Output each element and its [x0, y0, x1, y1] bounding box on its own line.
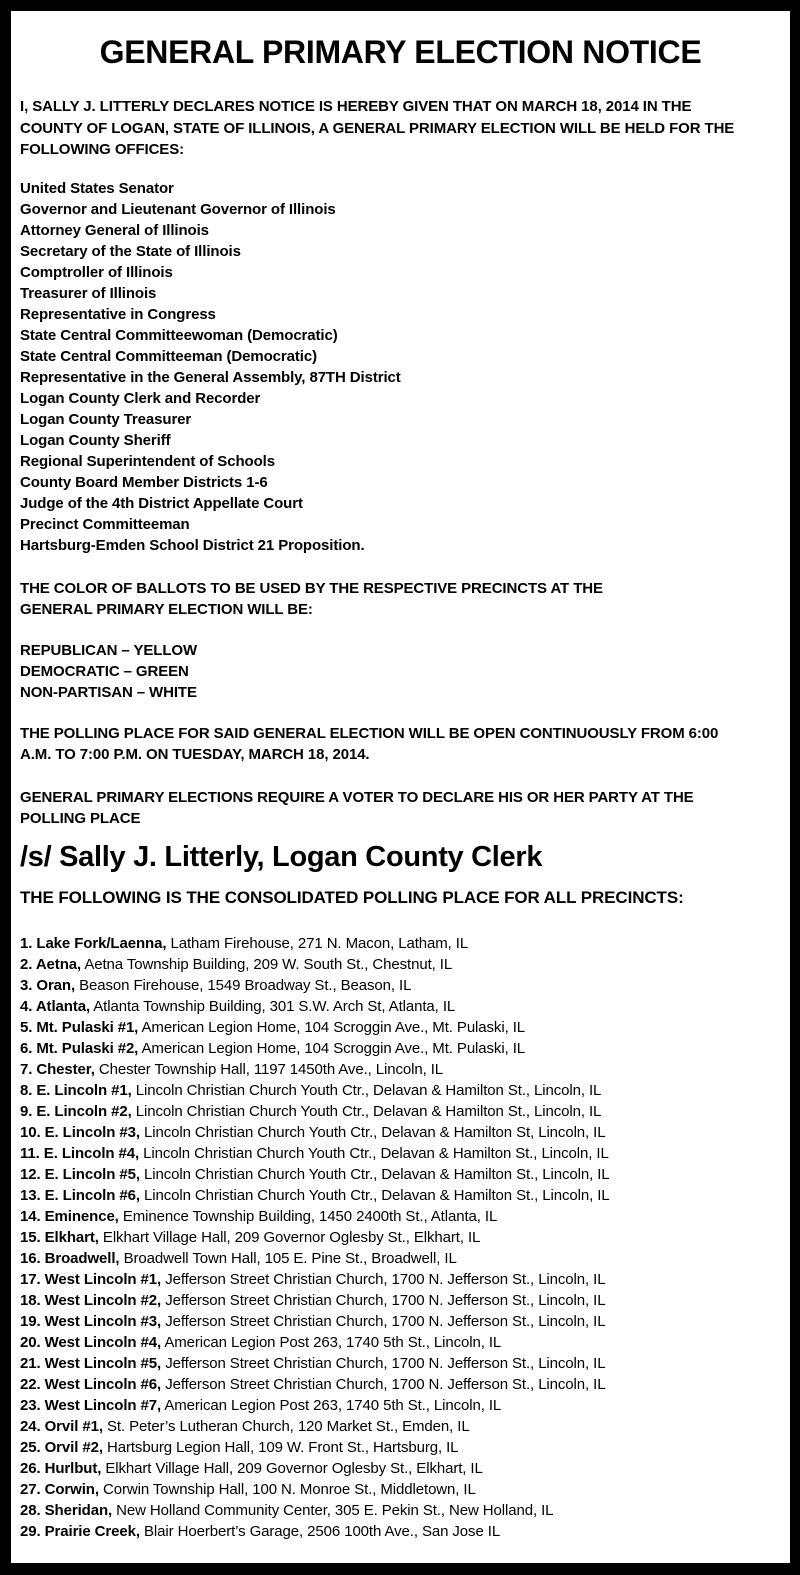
- offices-list: [20, 178, 781, 556]
- precinct-name: 13. E. Lincoln #6,: [20, 1186, 140, 1204]
- text-line: COUNTY OF LOGAN, STATE OF ILLINOIS, A GENERAL PRIMARY ELECTION WILL BE HELD FOR THE: [20, 119, 735, 137]
- precinct-name: 10. E. Lincoln #3,: [20, 1123, 140, 1141]
- precinct-name: 18. West Lincoln #2,: [20, 1291, 162, 1309]
- precinct-item: [20, 1206, 781, 1227]
- office-item: Logan County Clerk and Recorder: [20, 389, 261, 407]
- precinct-location: American Legion Home, 104 Scroggin Ave., Mt. Pulaski, IL: [141, 1039, 526, 1057]
- precinct-item: [20, 954, 781, 975]
- office-item: Logan County Sheriff: [20, 431, 171, 449]
- precincts-list: [20, 933, 781, 1542]
- office-item: State Central Committeeman (Democratic): [20, 347, 318, 365]
- precinct-location: Hartsburg Legion Hall, 109 W. Front St., Hartsburg, IL: [107, 1438, 459, 1456]
- precinct-name: 11. E. Lincoln #4,: [20, 1144, 140, 1162]
- text-line: THE COLOR OF BALLOTS TO BE USED BY THE RESPECTIVE PRECINCTS AT THE: [20, 579, 603, 597]
- precinct-location: Lincoln Christian Church Youth Ctr., Delavan & Hamilton St., Lincoln, IL: [144, 1186, 610, 1204]
- precinct-item: [20, 1395, 781, 1416]
- office-item: Treasurer of Illinois: [20, 284, 157, 302]
- precinct-location: Elkhart Village Hall, 209 Governor Oglesby St., Elkhart, IL: [102, 1228, 481, 1246]
- precinct-name: 25. Orvil #2,: [20, 1438, 103, 1456]
- precinct-location: American Legion Post 263, 1740 5th St., Lincoln, IL: [164, 1396, 502, 1414]
- precinct-location: New Holland Community Center, 305 E. Pekin St., New Holland, IL: [116, 1501, 554, 1519]
- polling-hours-paragraph: [20, 723, 781, 765]
- precinct-location: Jefferson Street Christian Church, 1700 N. Jefferson St., Lincoln, IL: [165, 1291, 606, 1309]
- precinct-location: Jefferson Street Christian Church, 1700 N. Jefferson St., Lincoln, IL: [165, 1354, 606, 1372]
- precinct-item: [20, 1332, 781, 1353]
- text-line: GENERAL PRIMARY ELECTIONS REQUIRE A VOTER TO DECLARE HIS OR HER PARTY AT THE: [20, 788, 694, 806]
- text-line: FOLLOWING OFFICES:: [20, 141, 185, 158]
- precinct-item: [20, 1269, 781, 1290]
- text-line: I, SALLY J. LITTERLY DECLARES NOTICE IS HEREBY GIVEN THAT ON MARCH 18, 2014 IN THE: [20, 98, 692, 115]
- precinct-name: 4. Atlanta,: [20, 997, 91, 1015]
- precincts-heading: THE FOLLOWING IS THE CONSOLIDATED POLLING PLACE FOR ALL PRECINCTS:: [20, 887, 684, 907]
- signature-line: /s/ Sally J. Litterly, Logan County Clerk: [20, 840, 543, 873]
- precinct-item: [20, 1059, 781, 1080]
- precinct-name: 8. E. Lincoln #1,: [20, 1081, 132, 1099]
- precinct-name: 12. E. Lincoln #5,: [20, 1165, 140, 1183]
- precinct-name: 22. West Lincoln #6,: [20, 1375, 162, 1393]
- precinct-location: Jefferson Street Christian Church, 1700 N. Jefferson St., Lincoln, IL: [165, 1270, 606, 1288]
- precinct-name: 24. Orvil #1,: [20, 1417, 103, 1435]
- precinct-location: Jefferson Street Christian Church, 1700 N. Jefferson St., Lincoln, IL: [165, 1312, 606, 1330]
- precinct-item: [20, 1479, 781, 1500]
- party-declaration-paragraph: [20, 787, 781, 829]
- precinct-location: St. Peter’s Lutheran Church, 120 Market St., Emden, IL: [107, 1417, 470, 1435]
- office-item: County Board Member Districts 1-6: [20, 473, 268, 491]
- ballot-colors-list: [20, 640, 781, 703]
- precinct-location: Corwin Township Hall, 100 N. Monroe St., Middletown, IL: [103, 1480, 476, 1498]
- precinct-name: 6. Mt. Pulaski #2,: [20, 1039, 139, 1057]
- precinct-location: Broadwell Town Hall, 105 E. Pine St., Broadwell, IL: [123, 1249, 457, 1267]
- notice-page: [11, 11, 790, 1563]
- office-item: State Central Committeewoman (Democratic): [20, 326, 338, 344]
- precinct-item: [20, 1416, 781, 1437]
- precinct-location: Eminence Township Building, 1450 2400th St., Atlanta, IL: [122, 1207, 498, 1225]
- ballot-colors-heading: [20, 578, 781, 620]
- precinct-name: 27. Corwin,: [20, 1480, 99, 1498]
- precinct-location: Blair Hoerbert’s Garage, 2506 100th Ave., San Jose IL: [144, 1522, 501, 1540]
- precinct-name: 1. Lake Fork/Laenna,: [20, 934, 167, 952]
- precinct-location: American Legion Post 263, 1740 5th St., Lincoln, IL: [164, 1333, 502, 1351]
- precinct-item: [20, 996, 781, 1017]
- office-item: Comptroller of Illinois: [20, 263, 173, 281]
- precinct-name: 15. Elkhart,: [20, 1228, 99, 1246]
- ballot-color-item: DEMOCRATIC – GREEN: [20, 662, 189, 680]
- intro-paragraph: [20, 96, 781, 161]
- precinct-location: American Legion Home, 104 Scroggin Ave., Mt. Pulaski, IL: [141, 1018, 526, 1036]
- notice-title: GENERAL PRIMARY ELECTION NOTICE: [99, 34, 702, 70]
- precinct-name: 29. Prairie Creek,: [20, 1522, 140, 1540]
- precinct-name: 16. Broadwell,: [20, 1249, 120, 1267]
- precinct-name: 28. Sheridan,: [20, 1501, 113, 1519]
- precinct-name: 17. West Lincoln #1,: [20, 1270, 162, 1288]
- precinct-item: [20, 1353, 781, 1374]
- ballot-color-item: REPUBLICAN – YELLOW: [20, 641, 198, 659]
- precinct-location: Chester Township Hall, 1197 1450th Ave., Lincoln, IL: [98, 1060, 444, 1078]
- precinct-location: Lincoln Christian Church Youth Ctr., Delavan & Hamilton St, Lincoln, IL: [144, 1123, 606, 1141]
- precinct-item: [20, 1248, 781, 1269]
- precinct-item: [20, 1164, 781, 1185]
- precinct-item: [20, 975, 781, 996]
- precinct-name: 21. West Lincoln #5,: [20, 1354, 162, 1372]
- office-item: Hartsburg-Emden School District 21 Proposition.: [20, 536, 365, 554]
- precinct-location: Atlanta Township Building, 301 S.W. Arch St, Atlanta, IL: [93, 997, 456, 1015]
- precinct-name: 5. Mt. Pulaski #1,: [20, 1018, 139, 1036]
- office-item: Logan County Treasurer: [20, 410, 192, 428]
- office-item: United States Senator: [20, 179, 174, 197]
- precinct-name: 20. West Lincoln #4,: [20, 1333, 162, 1351]
- precinct-location: Lincoln Christian Church Youth Ctr., Delavan & Hamilton St., Lincoln, IL: [135, 1102, 602, 1120]
- precinct-item: [20, 1038, 781, 1059]
- precinct-item: [20, 1521, 781, 1542]
- precinct-location: Latham Firehouse, 271 N. Macon, Latham, IL: [170, 934, 469, 952]
- office-item: Governor and Lieutenant Governor of Illinois: [20, 200, 336, 218]
- precinct-item: [20, 1500, 781, 1521]
- precinct-name: 3. Oran,: [20, 976, 76, 994]
- precinct-item: [20, 1080, 781, 1101]
- text-line: THE POLLING PLACE FOR SAID GENERAL ELECTION WILL BE OPEN CONTINUOUSLY FROM 6:00: [20, 724, 719, 742]
- precinct-name: 26. Hurlbut,: [20, 1459, 102, 1477]
- precinct-name: 14. Eminence,: [20, 1207, 119, 1225]
- precinct-item: [20, 1458, 781, 1479]
- office-item: Representative in Congress: [20, 305, 216, 323]
- text-line: GENERAL PRIMARY ELECTION WILL BE:: [20, 600, 313, 618]
- precinct-item: [20, 1143, 781, 1164]
- precinct-name: 23. West Lincoln #7,: [20, 1396, 162, 1414]
- precinct-name: 19. West Lincoln #3,: [20, 1312, 162, 1330]
- precinct-item: [20, 1311, 781, 1332]
- precinct-location: Lincoln Christian Church Youth Ctr., Delavan & Hamilton St., Lincoln, IL: [135, 1081, 602, 1099]
- precinct-name: 9. E. Lincoln #2,: [20, 1102, 132, 1120]
- text-line: A.M. TO 7:00 P.M. ON TUESDAY, MARCH 18, 2014.: [20, 745, 370, 763]
- precinct-item: [20, 1101, 781, 1122]
- precinct-location: Lincoln Christian Church Youth Ctr., Delavan & Hamilton St., Lincoln, IL: [143, 1144, 609, 1162]
- precinct-item: [20, 1227, 781, 1248]
- office-item: Judge of the 4th District Appellate Court: [20, 494, 303, 512]
- office-item: Secretary of the State of Illinois: [20, 242, 241, 260]
- precinct-item: [20, 1290, 781, 1311]
- precinct-location: Beason Firehouse, 1549 Broadway St., Beason, IL: [79, 976, 412, 994]
- precinct-location: Jefferson Street Christian Church, 1700 N. Jefferson St., Lincoln, IL: [165, 1375, 606, 1393]
- precinct-item: [20, 1374, 781, 1395]
- office-item: Regional Superintendent of Schools: [20, 452, 275, 470]
- precinct-location: Aetna Township Building, 209 W. South St., Chestnut, IL: [84, 955, 453, 973]
- precinct-item: [20, 1122, 781, 1143]
- precinct-location: Lincoln Christian Church Youth Ctr., Delavan & Hamilton St., Lincoln, IL: [144, 1165, 610, 1183]
- precinct-item: [20, 933, 781, 954]
- precinct-name: 2. Aetna,: [20, 955, 82, 973]
- precinct-item: [20, 1185, 781, 1206]
- office-item: Attorney General of Illinois: [20, 221, 209, 239]
- precinct-item: [20, 1017, 781, 1038]
- office-item: Representative in the General Assembly, 87TH District: [20, 368, 401, 386]
- ballot-color-item: NON-PARTISAN – WHITE: [20, 683, 197, 701]
- text-line: POLLING PLACE: [20, 809, 141, 827]
- precinct-name: 7. Chester,: [20, 1060, 95, 1078]
- office-item: Precinct Committeeman: [20, 515, 190, 533]
- precinct-location: Elkhart Village Hall, 209 Governor Oglesby St., Elkhart, IL: [105, 1459, 483, 1477]
- precinct-item: [20, 1437, 781, 1458]
